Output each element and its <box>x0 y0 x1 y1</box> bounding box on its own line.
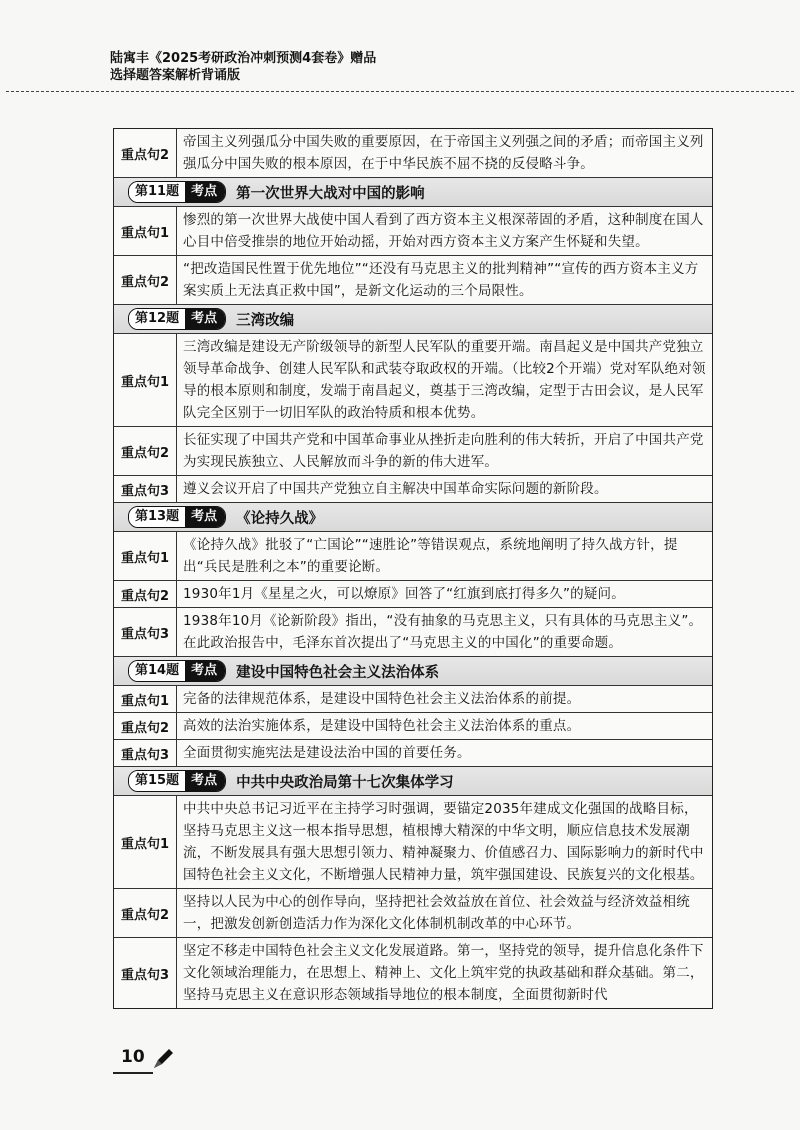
key-sentence-text: 1930年1月《星星之火，可以燎原》回答了“红旗到底打得多久”的疑问。 <box>183 586 625 602</box>
key-sentence-row <box>114 333 712 426</box>
key-sentence-text: 三湾改编是建设无产阶级领导的新型人民军队的重要开端。南昌起义是中国共产党独立领导革命战争、创建人民军队和武装夺取政权的开端。（比较2个开端）党对军队绝对领导的根本原则和制度，发端于南昌起义，奠基于三湾改编，定型于古田会议，是人民军队完全区别于一切旧军队的政治特质和根本优势。 <box>183 339 706 421</box>
key-sentence-text: 遵义会议开启了中国共产党独立自主解决中国革命实际问题的新阶段。 <box>183 481 608 497</box>
key-sentence-label: 重点句2 <box>114 129 177 177</box>
key-points-table <box>113 128 713 1009</box>
key-sentence-row <box>114 129 712 177</box>
key-sentence-text: 1938年10月《论新阶段》指出，“没有抽象的马克思主义，只有具体的马克思主义”。在此政治报告中，毛泽东首次提出了“马克思主义的中国化”的重要命题。 <box>183 613 703 651</box>
key-sentence-row <box>114 795 712 888</box>
page-header <box>110 50 710 84</box>
key-sentence-label: 重点句3 <box>114 608 177 656</box>
header-divider <box>6 91 794 92</box>
key-sentence-text: 全面贯彻实施宪法是建设法治中国的首要任务。 <box>183 745 471 761</box>
key-sentence-text: 坚定不移走中国特色社会主义文化发展道路。第一，坚持党的领导，提升信息化条件下文化领域治理能力，在思想上、精神上、文化上筑牢党的执政基础和群众基础。第二，坚持马克思主义在意识形态领域指导地位的根本制度，全面贯彻新时代 <box>183 943 704 1003</box>
key-sentence-label: 重点句2 <box>114 889 177 937</box>
key-sentence-row <box>114 206 712 255</box>
key-sentence-row <box>114 607 712 656</box>
key-sentence-row <box>114 937 712 1008</box>
key-sentence-row <box>114 712 712 739</box>
topic-header <box>114 304 712 333</box>
key-point-tag: 考点 <box>185 771 225 791</box>
key-sentence-label: 重点句2 <box>114 581 177 607</box>
key-point-tag: 考点 <box>185 507 225 527</box>
question-badge <box>128 308 226 330</box>
question-badge <box>128 506 226 528</box>
key-sentence-label: 重点句1 <box>114 207 177 255</box>
key-sentence-row <box>114 531 712 580</box>
page-number: 10 <box>121 1047 145 1067</box>
key-sentence-row <box>114 888 712 937</box>
topic-title: 中共中央政治局第十七次集体学习 <box>236 774 454 791</box>
question-number: 第11题 <box>129 182 185 202</box>
header-title: 陆寓丰《2025考研政治冲刺预测4套卷》赠品 <box>110 51 377 66</box>
page-number-underline <box>113 1072 153 1074</box>
header-subtitle: 选择题答案解析背诵版 <box>110 68 241 83</box>
key-sentence-text: 帝国主义列强瓜分中国失败的重要原因，在于帝国主义列强之间的矛盾；而帝国主义列强瓜分中国失败的根本原因，在于中华民族不屈不挠的反侵略斗争。 <box>183 134 704 172</box>
key-sentence-label: 重点句1 <box>114 532 177 580</box>
key-sentence-row <box>114 685 712 712</box>
question-number: 第15题 <box>129 771 185 791</box>
key-sentence-text: 中共中央总书记习近平在主持学习时强调，要锚定2035年建成文化强国的战略目标，坚持马克思主义这一根本指导思想，植根博大精深的中华文明，顺应信息技术发展潮流，不断发展具有强大思想引领力、精神凝聚力、价值感召力、国际影响力的新时代中国特色社会主义文化，不断增强人民精神力量，筑牢强国建设、民族复兴的文化根基。 <box>183 801 704 883</box>
key-sentence-text: “把改造国民性置于优先地位”“还没有马克思主义的批判精神”“宣传的西方资本主义方案实质上无法真正救中国”，是新文化运动的三个局限性。 <box>183 261 699 299</box>
question-badge <box>128 770 226 792</box>
key-sentence-text: 坚持以人民为中心的创作导向，坚持把社会效益放在首位、社会效益与经济效益相统一，把激发创新创造活力作为深化文化体制机制改革的中心环节。 <box>183 894 690 932</box>
question-number: 第12题 <box>129 309 185 329</box>
key-sentence-label: 重点句1 <box>114 334 177 426</box>
key-sentence-label: 重点句3 <box>114 938 177 1008</box>
key-sentence-label: 重点句2 <box>114 256 177 304</box>
key-sentence-text: 《论持久战》批驳了“亡国论”“速胜论”等错误观点，系统地阐明了持久战方针，提出“兵民是胜利之本”的重要论断。 <box>183 537 678 575</box>
topic-header <box>114 177 712 206</box>
topic-title: 建设中国特色社会主义法治体系 <box>236 664 440 681</box>
key-sentence-label: 重点句1 <box>114 686 177 712</box>
key-point-tag: 考点 <box>185 661 225 681</box>
key-sentence-row <box>114 475 712 502</box>
key-sentence-text: 惨烈的第一次世界大战使中国人看到了西方资本主义根深蒂固的矛盾，这种制度在国人心目中倍受推崇的地位开始动摇，开始对西方资本主义方案产生怀疑和失望。 <box>183 212 704 250</box>
key-sentence-label: 重点句2 <box>114 713 177 739</box>
key-sentence-row <box>114 426 712 475</box>
key-sentence-row <box>114 255 712 304</box>
key-sentence-text: 长征实现了中国共产党和中国革命事业从挫折走向胜利的伟大转折，开启了中国共产党为实现民族独立、人民解放而斗争的新的伟大进军。 <box>183 432 704 470</box>
topic-title: 三湾改编 <box>236 312 295 329</box>
key-sentence-text: 高效的法治实施体系，是建设中国特色社会主义法治体系的重点。 <box>183 718 581 734</box>
topic-header <box>114 766 712 795</box>
topic-header <box>114 502 712 531</box>
key-sentence-text: 完备的法律规范体系，是建设中国特色社会主义法治体系的前提。 <box>183 691 581 707</box>
key-sentence-label: 重点句3 <box>114 740 177 766</box>
key-sentence-label: 重点句2 <box>114 427 177 475</box>
topic-header <box>114 656 712 685</box>
question-badge <box>128 660 226 682</box>
topic-title: 第一次世界大战对中国的影响 <box>236 185 425 202</box>
key-sentence-label: 重点句1 <box>114 796 177 888</box>
question-badge <box>128 181 226 203</box>
topic-title: 《论持久战》 <box>236 510 324 527</box>
question-number: 第14题 <box>129 661 185 681</box>
key-point-tag: 考点 <box>185 309 225 329</box>
key-point-tag: 考点 <box>185 182 225 202</box>
pen-icon <box>150 1046 176 1072</box>
key-sentence-row <box>114 739 712 766</box>
key-sentence-row <box>114 580 712 607</box>
key-sentence-label: 重点句3 <box>114 476 177 502</box>
question-number: 第13题 <box>129 507 185 527</box>
